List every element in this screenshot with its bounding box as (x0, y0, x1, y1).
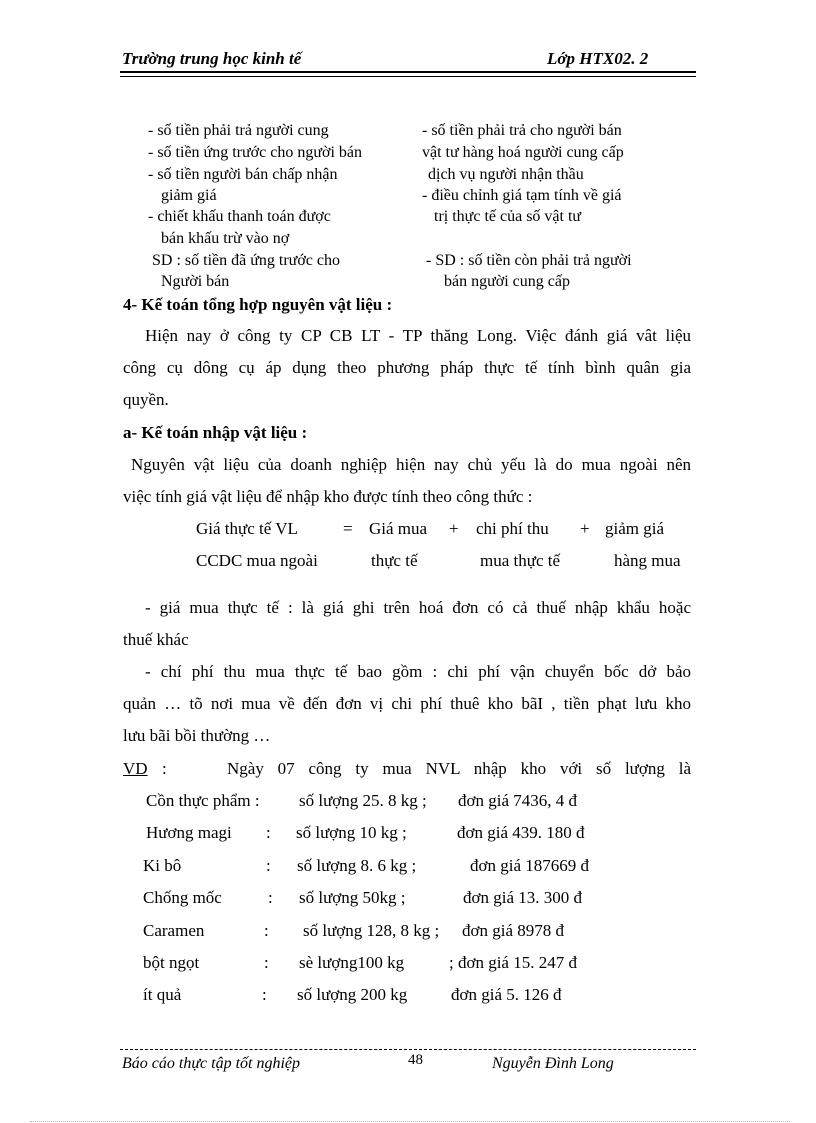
item-quantity: số lượng 128, 8 kg ; (303, 921, 440, 940)
account-right-line: - điều chỉnh giá tạm tính về giá (422, 187, 622, 204)
example-intro: Ngày 07 công ty mua NVL nhập kho với số lượng là (227, 759, 691, 778)
item-colon: : (264, 953, 269, 972)
item-quantity: số lượng 25. 8 kg ; (299, 791, 427, 810)
item-name: ít quả (143, 985, 182, 1004)
item-price: đơn giá 5. 126 đ (451, 985, 562, 1004)
footer-report-title: Báo cáo thực tập tốt nghiệp (122, 1055, 301, 1072)
item-name: Chống mốc (143, 888, 222, 907)
note-line: lưu bãi bồi thường … (123, 726, 271, 745)
account-right-line: dịch vụ người nhận thầu (428, 166, 584, 183)
item-price: đơn giá 13. 300 đ (463, 888, 583, 907)
example-colon: : (162, 759, 167, 778)
footer-rule (120, 1049, 696, 1050)
item-colon: : (262, 985, 267, 1004)
account-left-line: - số tiền ứng trước cho người bán (148, 144, 363, 161)
page-edge (30, 1121, 790, 1122)
item-price: ; đơn giá 15. 247 đ (449, 953, 577, 972)
paragraph-line: Nguyên vật liệu của doanh nghiệp hiện nay chủ yếu là do mua ngoài nên (131, 455, 691, 474)
paragraph-line: quyền. (123, 390, 169, 409)
item-name: bột ngọt (143, 953, 200, 972)
item-name: Caramen (143, 921, 205, 940)
formula-operator: + (580, 519, 590, 538)
header-class: Lớp HTX02. 2 (547, 49, 649, 68)
paragraph-line: Hiện nay ở công ty CP CB LT - TP thăng Long. Việc đánh giá vât liệu (145, 326, 691, 345)
account-right-line: bán người cung cấp (444, 273, 570, 290)
note-line: - chí phí thu mua thực tế bao gồm : chi phí vận chuyển bốc dở bảo (145, 662, 691, 681)
item-colon: : (266, 856, 271, 875)
note-line: thuế khác (123, 630, 189, 649)
section-heading: 4- Kế toán tổng hợp nguyên vật liệu : (123, 295, 393, 314)
note-line: quản … tõ nơi mua về đến đơn vị chi phí thuê kho bãI , tiền phạt lưu kho (123, 694, 691, 713)
item-price: đơn giá 439. 180 đ (457, 823, 585, 842)
formula-term: giảm giá (605, 519, 665, 538)
example-label: VD (123, 759, 148, 778)
formula-term: CCDC mua ngoài (196, 551, 318, 570)
paragraph-line: việc tính giá vật liệu để nhập kho được tính theo công thức : (123, 487, 533, 506)
section-heading: a- Kế toán nhập vật liệu : (123, 423, 308, 442)
header-school: Trường trung học kinh tế (122, 49, 302, 68)
paragraph-line: công cụ dông cụ áp dụng theo phương pháp thực tế tính bình quân gia (123, 358, 691, 377)
item-name: Cồn thực phẩm : (146, 791, 260, 810)
account-left-line: bán khấu trừ vào nợ (161, 230, 290, 247)
item-price: đơn giá 187669 đ (470, 856, 590, 875)
account-left-line: - số tiền phải trả người cung (148, 122, 329, 139)
formula-term: Giá mua (369, 519, 428, 538)
item-price: đơn giá 7436, 4 đ (458, 791, 578, 810)
item-colon: : (264, 921, 269, 940)
account-left-line: - chiết khấu thanh toán được (148, 208, 331, 225)
account-left-line: giảm giá (161, 187, 217, 204)
item-quantity: số lượng 10 kg ; (296, 823, 407, 842)
account-left-line: Người bán (161, 273, 230, 290)
footer-author: Nguyễn Đình Long (492, 1055, 614, 1072)
item-name: Hương magi (146, 823, 232, 842)
item-name: Ki bô (143, 856, 182, 875)
formula-term: Giá thực tế VL (196, 519, 298, 538)
account-left-line: - số tiền người bán chấp nhận (148, 166, 338, 183)
formula-term: mua thực tế (480, 551, 561, 570)
page-number: 48 (408, 1052, 423, 1068)
note-line: - giá mua thực tế : là giá ghi trên hoá đơn có cả thuế nhập khẩu hoặc (145, 598, 691, 617)
formula-term: chi phí thu (476, 519, 549, 538)
item-colon: : (268, 888, 273, 907)
item-colon: : (266, 823, 271, 842)
account-right-line: trị thực tế của số vật tư (434, 208, 582, 225)
header-rule-thin (120, 76, 696, 77)
account-right-line: vật tư hàng hoá người cung cấp (422, 144, 624, 161)
account-right-line: - SD : số tiền còn phải trả người (426, 252, 632, 269)
item-quantity: số lượng 50kg ; (299, 888, 406, 907)
header-rule-thick (120, 71, 696, 73)
formula-term: thực tế (371, 551, 418, 570)
item-quantity: số lượng 200 kg (297, 985, 408, 1004)
account-right-line: - số tiền phải trả cho người bán (422, 122, 622, 139)
formula-operator: + (449, 519, 459, 538)
item-quantity: sè lượng100 kg (299, 953, 405, 972)
account-left-line: SD : số tiền đã ứng trước cho (152, 252, 340, 269)
formula-operator: = (343, 519, 353, 538)
formula-term: hàng mua (614, 551, 681, 570)
item-price: đơn giá 8978 đ (462, 921, 565, 940)
item-quantity: số lượng 8. 6 kg ; (297, 856, 417, 875)
